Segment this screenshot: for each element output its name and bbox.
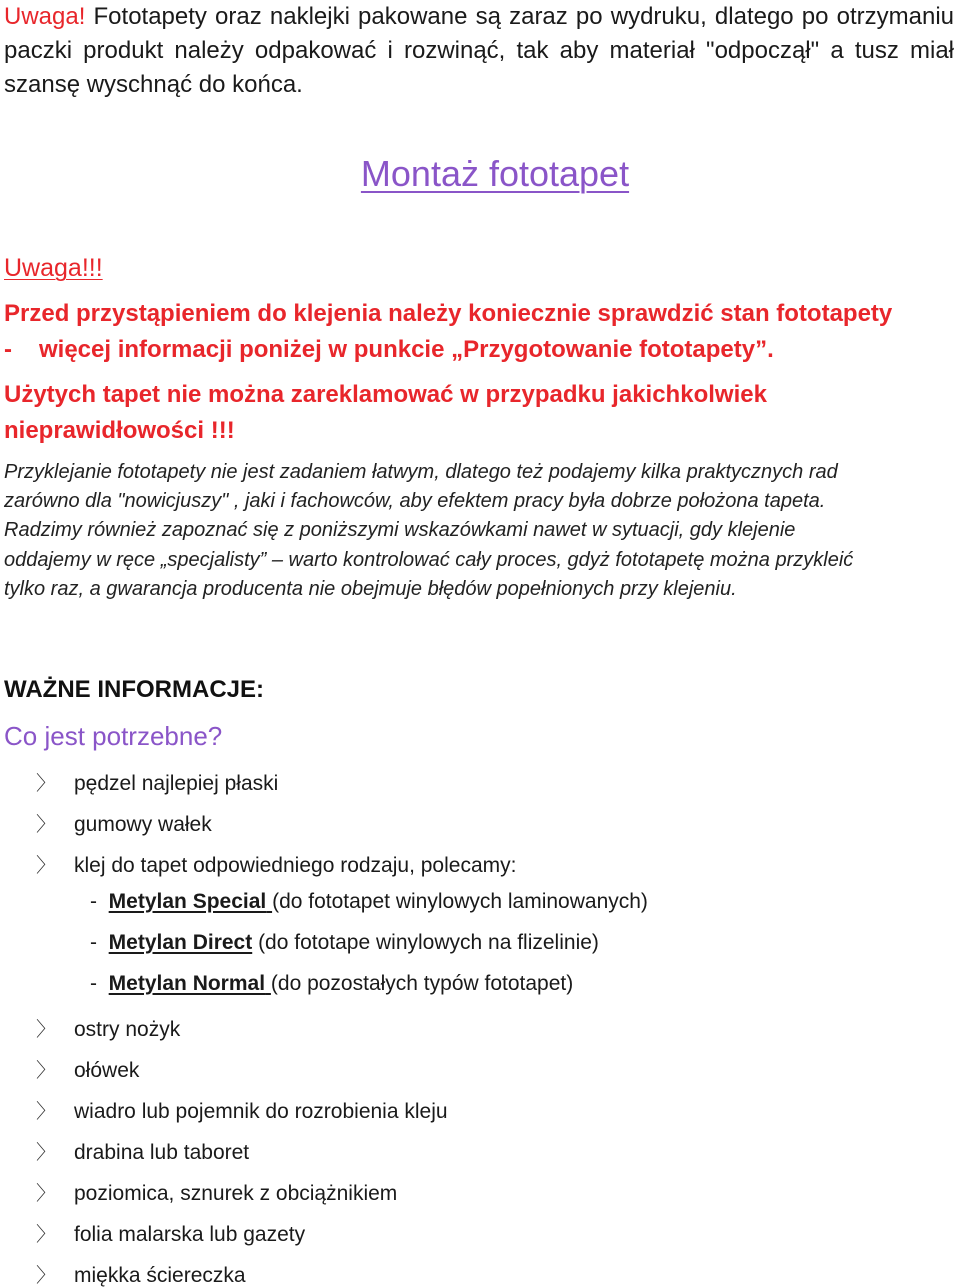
list-item-text: pędzel najlepiej płaski (74, 772, 279, 795)
list-item (36, 1013, 180, 1042)
intro-paragraph (4, 0, 954, 102)
warning-line-2 (4, 332, 954, 368)
list-item-text: poziomica, sznurek z obciążnikiem (74, 1182, 398, 1205)
advice-line: tylko raz, a gwarancja producenta nie obejmuje błędów popełnionych przy klejeniu. (4, 577, 737, 600)
intro-text: Fototapety oraz naklejki pakowane są zaraz po wydruku, dlatego po otrzymaniu paczki produkt należy odpakować i rozwinąć, tak aby materiał "odpoczął" a tusz miał szansę wyschnąć do końca. (4, 3, 954, 98)
list-item (36, 1054, 139, 1083)
chevron-right-icon: 〉 (36, 1183, 56, 1205)
glue-item (90, 972, 573, 996)
chevron-right-icon: 〉 (36, 855, 56, 877)
chevron-right-icon: 〉 (36, 1019, 56, 1041)
chevron-right-icon: 〉 (36, 1265, 56, 1287)
list-item-text: miękka ściereczka (74, 1264, 246, 1287)
chevron-right-icon: 〉 (36, 1101, 56, 1123)
list-item (36, 767, 278, 796)
list-item-text: klej do tapet odpowiedniego rodzaju, polecamy: (74, 854, 517, 877)
list-item-text: wiadro lub pojemnik do rozrobienia kleju (74, 1100, 448, 1123)
list-item (36, 1095, 448, 1124)
page-title: Montaż fototapet (360, 153, 630, 194)
chevron-right-icon: 〉 (36, 1060, 56, 1082)
list-item (36, 1218, 305, 1247)
chevron-right-icon: 〉 (36, 814, 56, 836)
glue-name-link[interactable]: Metylan Special (108, 890, 267, 913)
glue-desc: (do fototapet winylowych laminowanych) (272, 890, 648, 913)
advice-paragraph (4, 458, 959, 604)
warning-line-1: Przed przystąpieniem do klejenia należy koniecznie sprawdzić stan fototapety (4, 300, 893, 327)
glue-name-link[interactable]: Metylan Normal (108, 972, 266, 995)
glue-item (90, 931, 599, 955)
glue-name-link[interactable]: Metylan Direct (108, 931, 253, 954)
needed-heading: Co jest potrzebne? (4, 721, 223, 751)
glue-item (90, 890, 648, 914)
glue-desc: (do fototape winylowych na flizelinie) (258, 931, 599, 954)
warning-line-2-text: więcej informacji poniżej w punkcie „Przygotowanie fototapety”. (39, 336, 774, 363)
advice-line: Przyklejanie fototapety nie jest zadaniem łatwym, dlatego też podajemy kilka praktycznych rad (4, 461, 838, 483)
list-item (36, 1136, 249, 1165)
glue-dash: - (90, 972, 97, 995)
warning-line-4: nieprawidłowości !!! (4, 417, 235, 444)
warning-label: Uwaga!!! (4, 254, 103, 282)
warning-dash: - (4, 336, 12, 363)
list-item-text: ołówek (74, 1059, 140, 1082)
list-item-text: gumowy wałek (74, 813, 212, 836)
advice-line: zarówno dla "nowicjuszy" , jaki i fachowców, aby efektem pracy była dobrze położona tapeta. (4, 490, 826, 513)
list-item (36, 1177, 397, 1206)
list-item-text: folia malarska lub gazety (74, 1223, 306, 1246)
list-item (36, 1259, 246, 1288)
chevron-right-icon: 〉 (36, 1142, 56, 1164)
glue-dash: - (90, 890, 97, 913)
intro-warning-label: Uwaga! (4, 3, 86, 30)
glue-dash: - (90, 931, 97, 954)
list-item-text: drabina lub taboret (74, 1141, 250, 1164)
advice-line: Radzimy również zapoznać się z poniższymi wskazówkami nawet w sytuacji, gdy klejenie (4, 519, 796, 542)
list-item (36, 849, 516, 878)
important-heading: WAŻNE INFORMACJE: (4, 676, 264, 703)
list-item-text: ostry nożyk (74, 1018, 181, 1041)
list-item (36, 808, 212, 837)
advice-line: oddajemy w ręce „specjalisty” – warto kontrolować cały proces, gdyż fototapetę można przykleić (4, 548, 854, 571)
warning-line-3: Użytych tapet nie można zareklamować w przypadku jakichkolwiek (4, 381, 767, 408)
chevron-right-icon: 〉 (36, 1224, 56, 1246)
chevron-right-icon: 〉 (36, 773, 56, 795)
glue-desc: (do pozostałych typów fototapet) (270, 972, 574, 995)
